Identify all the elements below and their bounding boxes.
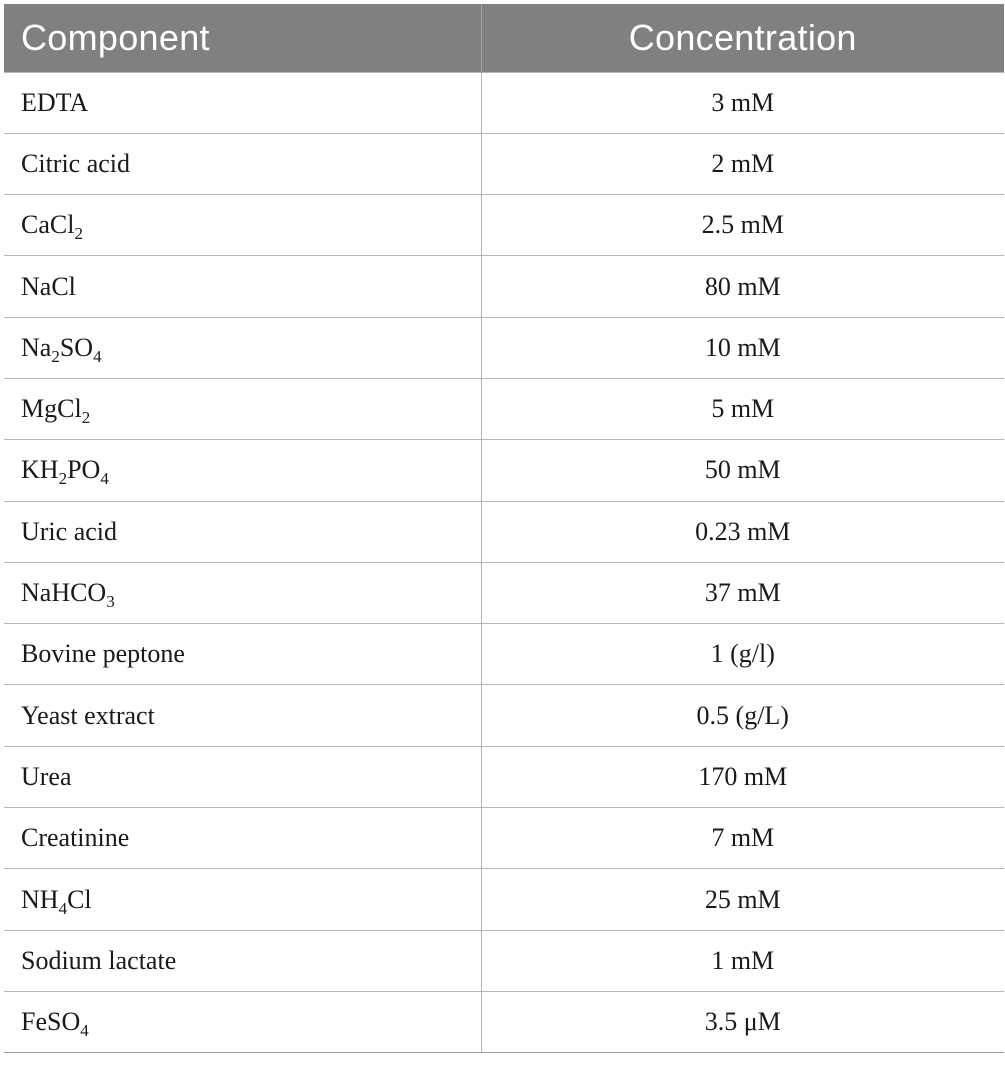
concentration-cell: 3.5 μM bbox=[481, 991, 1004, 1052]
table-row bbox=[4, 256, 1004, 317]
component-subscript: 2 bbox=[51, 346, 60, 366]
component-cell bbox=[4, 685, 481, 746]
component-text: Uric acid bbox=[21, 516, 118, 546]
table-row bbox=[4, 869, 1004, 930]
concentration-cell: 80 mM bbox=[481, 256, 1004, 317]
concentration-cell: 170 mM bbox=[481, 746, 1004, 807]
concentration-cell: 25 mM bbox=[481, 869, 1004, 930]
concentration-cell: 7 mM bbox=[481, 808, 1004, 869]
component-text: Na bbox=[21, 332, 52, 362]
concentration-cell: 2.5 mM bbox=[481, 195, 1004, 256]
component-text: SO bbox=[59, 332, 94, 362]
concentration-cell: 0.23 mM bbox=[481, 501, 1004, 562]
component-text: FeSO bbox=[21, 1007, 81, 1037]
concentration-cell: 5 mM bbox=[481, 378, 1004, 439]
table-row bbox=[4, 72, 1004, 133]
concentration-cell: 2 mM bbox=[481, 133, 1004, 194]
component-cell bbox=[4, 133, 481, 194]
component-cell bbox=[4, 991, 481, 1052]
concentration-cell: 50 mM bbox=[481, 440, 1004, 501]
table-row bbox=[4, 133, 1004, 194]
component-text: Sodium lactate bbox=[21, 945, 177, 975]
table-row bbox=[4, 378, 1004, 439]
header-row bbox=[4, 4, 1004, 72]
header-component: Component bbox=[4, 4, 481, 72]
component-text: KH bbox=[21, 455, 59, 485]
component-cell bbox=[4, 930, 481, 991]
component-text: Citric acid bbox=[21, 148, 131, 178]
component-cell bbox=[4, 317, 481, 378]
component-cell bbox=[4, 440, 481, 501]
composition-table bbox=[4, 4, 1004, 1053]
component-text: Bovine peptone bbox=[21, 639, 185, 669]
concentration-cell: 1 (g/l) bbox=[481, 624, 1004, 685]
component-text: NH bbox=[21, 884, 59, 914]
component-subscript: 2 bbox=[81, 408, 91, 428]
table-row bbox=[4, 562, 1004, 623]
component-text: NaCl bbox=[21, 271, 76, 301]
table-row bbox=[4, 930, 1004, 991]
component-cell bbox=[4, 256, 481, 317]
component-text: Yeast extract bbox=[21, 700, 155, 730]
component-cell bbox=[4, 72, 481, 133]
component-text: Creatinine bbox=[21, 823, 130, 853]
concentration-cell: 10 mM bbox=[481, 317, 1004, 378]
concentration-cell: 3 mM bbox=[481, 72, 1004, 133]
component-subscript: 4 bbox=[58, 898, 68, 918]
component-cell bbox=[4, 624, 481, 685]
component-subscript: 4 bbox=[80, 1021, 89, 1041]
table-row bbox=[4, 195, 1004, 256]
table-row bbox=[4, 317, 1004, 378]
table-header bbox=[4, 4, 1004, 72]
concentration-cell: 37 mM bbox=[481, 562, 1004, 623]
table-row bbox=[4, 624, 1004, 685]
component-subscript: 2 bbox=[74, 224, 83, 244]
component-text: NaHCO bbox=[21, 578, 107, 608]
component-cell bbox=[4, 501, 481, 562]
table-row bbox=[4, 808, 1004, 869]
component-cell bbox=[4, 378, 481, 439]
component-text: PO bbox=[67, 455, 101, 485]
component-cell bbox=[4, 195, 481, 256]
component-text: MgCl bbox=[21, 394, 82, 424]
component-text: EDTA bbox=[21, 87, 89, 117]
component-cell bbox=[4, 746, 481, 807]
table-row bbox=[4, 685, 1004, 746]
component-subscript: 3 bbox=[106, 592, 115, 612]
component-text: Urea bbox=[21, 761, 72, 791]
table-row bbox=[4, 746, 1004, 807]
component-subscript: 2 bbox=[58, 469, 68, 489]
component-subscript: 4 bbox=[93, 346, 102, 366]
table-row bbox=[4, 440, 1004, 501]
concentration-cell: 1 mM bbox=[481, 930, 1004, 991]
component-cell bbox=[4, 808, 481, 869]
table-row bbox=[4, 991, 1004, 1052]
table-row bbox=[4, 501, 1004, 562]
header-concentration: Concentration bbox=[481, 4, 1004, 72]
table-body bbox=[4, 72, 1004, 1053]
component-text: Cl bbox=[67, 884, 92, 914]
component-text: CaCl bbox=[21, 210, 75, 240]
component-subscript: 4 bbox=[100, 469, 109, 489]
concentration-cell: 0.5 (g/L) bbox=[481, 685, 1004, 746]
component-cell bbox=[4, 869, 481, 930]
component-cell bbox=[4, 562, 481, 623]
